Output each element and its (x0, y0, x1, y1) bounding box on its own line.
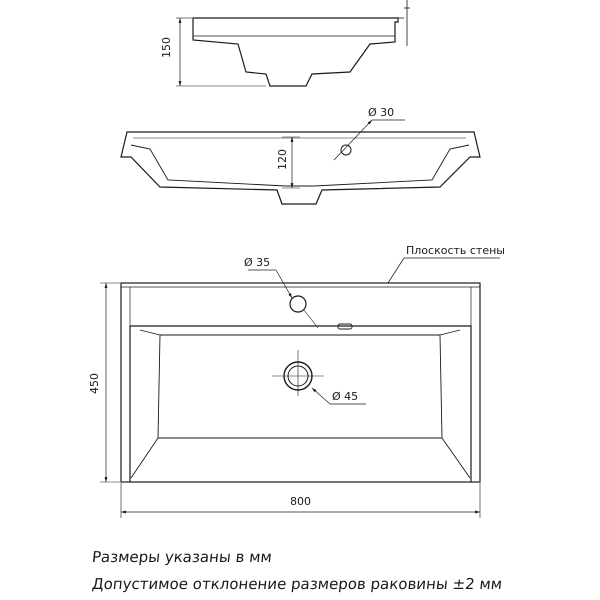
side-view-outline (193, 18, 398, 86)
plan-width-dimension: 800 (290, 495, 311, 508)
section-view (121, 120, 480, 204)
plan-tap-hole (290, 296, 306, 312)
side-height-dimension: 150 (160, 37, 173, 58)
plan-view (100, 258, 500, 518)
section-depth-dimension: 120 (276, 149, 289, 170)
plan-tap-hole-dimension: Ø 35 (244, 256, 271, 269)
plan-outer-rim (121, 283, 480, 482)
wall-plane-label: Плоскость стены (406, 244, 505, 257)
plan-bowl-outline (130, 326, 471, 482)
section-tap-hole-dimension: Ø 30 (368, 106, 395, 119)
section-inner-profile (131, 145, 469, 186)
side-view (176, 0, 410, 86)
tolerance-note: Допустимое отклонение размеров раковины ±2 мм (91, 575, 504, 593)
section-tap-hole (341, 145, 351, 155)
plan-drain-dimension: Ø 45 (332, 390, 359, 403)
plan-depth-dimension: 450 (88, 373, 101, 394)
section-outer-profile (121, 132, 480, 204)
dimensions-unit-note: Размеры указаны в мм (91, 548, 273, 566)
